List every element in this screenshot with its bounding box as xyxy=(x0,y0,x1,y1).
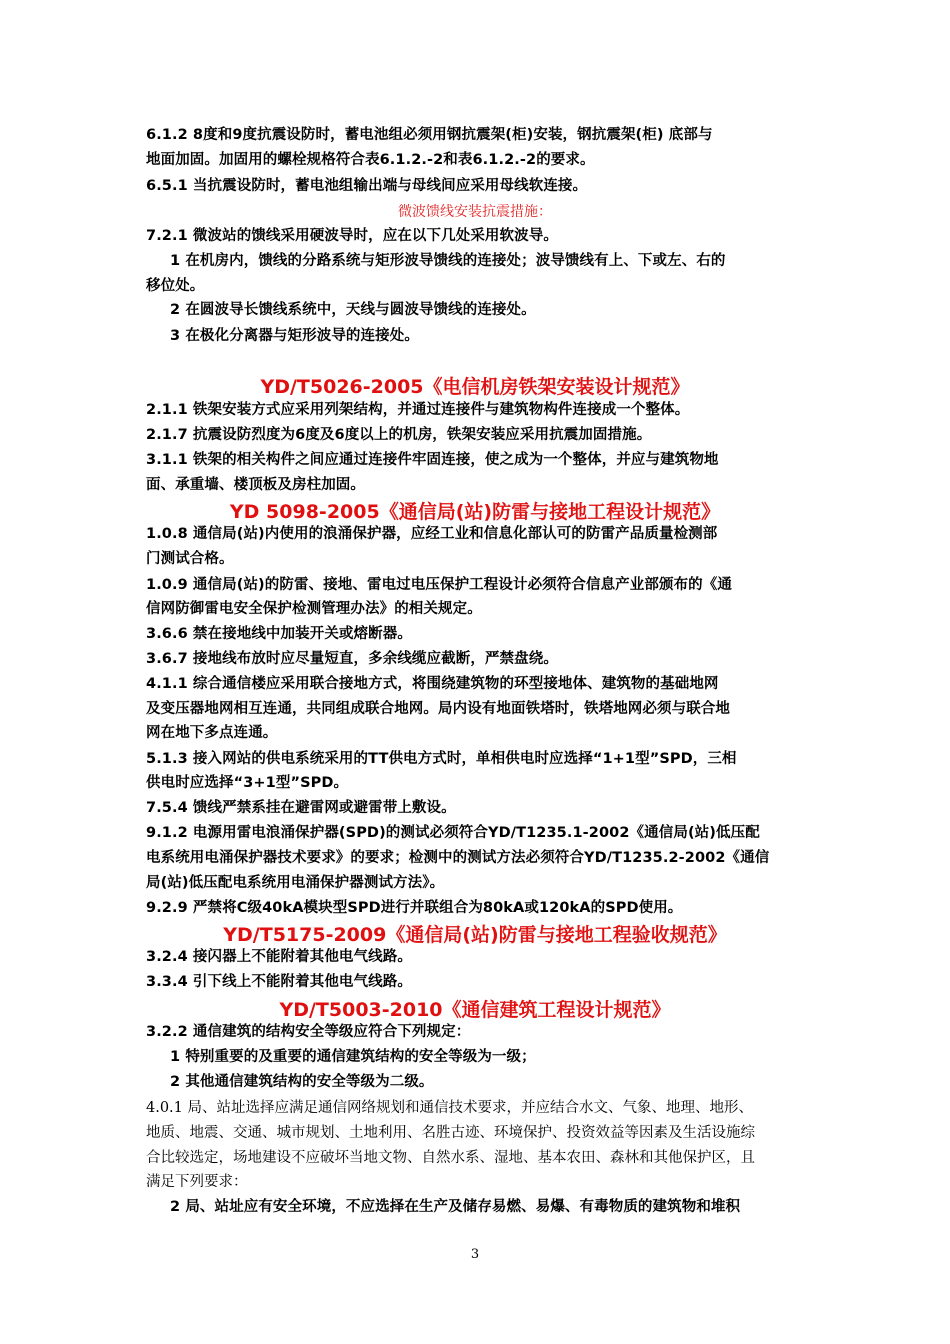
item-2-safety: 2 其他通信建筑结构的安全等级为二级。 xyxy=(170,1074,434,1090)
subheading-microwave: 微波馈线安装抗震措施： xyxy=(398,204,552,220)
clause-9-1-2: 9.1.2 电源用雷电浪涌保护器(SPD)的测试必须符合YD/T1235.1-2002《通信局(站)低压配 xyxy=(146,825,760,841)
clause-1-0-9: 1.0.9 通信局(站)的防雷、接地、雷电过电压保护工程设计必须符合信息产业部颁布的《通 xyxy=(146,577,732,593)
clause-4-0-1-cont1: 地质、地震、交通、城市规划、土地利用、名胜古迹、环境保护、投资效益等因素及生活设施综 xyxy=(146,1125,755,1141)
clause-6-1-2: 6.1.2 8度和9度抗震设防时，蓄电池组必须用钢抗震架(柜)安装，钢抗震架(柜) 底部与 xyxy=(146,127,713,143)
clause-4-1-1-cont2: 网在地下多点连通。 xyxy=(146,725,278,741)
clause-3-3-4: 3.3.4 引下线上不能附着其他电气线路。 xyxy=(146,974,412,990)
clause-4-0-1-cont2: 合比较选定，场地建设不应破坏当地文物、自然水系、湿地、基本农田、森林和其他保护区，且 xyxy=(146,1150,755,1166)
clause-4-1-1: 4.1.1 综合通信楼应采用联合接地方式，将围绕建筑物的环型接地体、建筑物的基础地网 xyxy=(146,676,719,692)
clause-1-0-9-cont: 信网防御雷电安全保护检测管理办法》的相关规定。 xyxy=(146,601,482,617)
clause-3-2-2: 3.2.2 通信建筑的结构安全等级应符合下列规定： xyxy=(146,1024,471,1040)
clause-3-1-1-cont: 面、承重墙、楼顶板及房柱加固。 xyxy=(146,477,365,493)
clause-9-2-9: 9.2.9 严禁将C级40kA模块型SPD进行并联组合为80kA或120kA的SPD使用。 xyxy=(146,900,683,916)
page-number: 3 xyxy=(470,1247,480,1262)
item-2-site: 2 局、站址应有安全环境，不应选择在生产及储存易燃、易爆、有毒物质的建筑物和堆积 xyxy=(170,1199,741,1215)
clause-1-0-8: 1.0.8 通信局(站)内使用的浪涌保护器，应经工业和信息化部认可的防雷产品质量检测部 xyxy=(146,526,718,542)
heading-yd-t5003: YD/T5003-2010《通信建筑工程设计规范》 xyxy=(279,999,671,1021)
heading-yd-t5175: YD/T5175-2009《通信局(站)防雷与接地工程验收规范》 xyxy=(223,924,727,946)
clause-4-0-1: 4.0.1 局、站址选择应满足通信网络规划和通信技术要求，并应结合水文、气象、地理、地形、 xyxy=(146,1100,753,1116)
heading-yd-t5026: YD/T5026-2005《电信机房铁架安装设计规范》 xyxy=(260,376,690,398)
item-1-cont: 移位处。 xyxy=(146,278,205,294)
clause-3-1-1: 3.1.1 铁架的相关构件之间应通过连接件牢固连接，使之成为一个整体，并应与建筑物地 xyxy=(146,452,719,468)
clause-4-0-1-cont3: 满足下列要求： xyxy=(146,1174,248,1190)
clause-9-1-2-cont1: 电系统用电涌保护器技术要求》的要求；检测中的测试方法必须符合YD/T1235.2-2002《通信 xyxy=(146,850,770,866)
clause-3-6-6: 3.6.6 禁在接地线中加装开关或熔断器。 xyxy=(146,626,412,642)
clause-5-1-3: 5.1.3 接入网站的供电系统采用的TT供电方式时，单相供电时应选择“1+1型”SPD，三相 xyxy=(146,751,737,767)
item-1: 1 在机房内，馈线的分路系统与矩形波导馈线的连接处；波导馈线有上、下或左、右的 xyxy=(170,253,726,269)
clause-1-0-8-cont: 门测试合格。 xyxy=(146,551,234,567)
heading-yd-5098: YD 5098-2005《通信局(站)防雷与接地工程设计规范》 xyxy=(229,501,721,523)
item-3: 3 在极化分离器与矩形波导的连接处。 xyxy=(170,328,419,344)
clause-7-2-1: 7.2.1 微波站的馈线采用硬波导时，应在以下几处采用软波导。 xyxy=(146,228,558,244)
clause-2-1-7: 2.1.7 抗震设防烈度为6度及6度以上的机房，铁架安装应采用抗震加固措施。 xyxy=(146,427,652,443)
clause-7-5-4: 7.5.4 馈线严禁系挂在避雷网或避雷带上敷设。 xyxy=(146,800,456,816)
clause-3-6-7: 3.6.7 接地线布放时应尽量短直，多余线缆应截断，严禁盘绕。 xyxy=(146,651,558,667)
clause-5-1-3-cont: 供电时应选择“3+1型”SPD。 xyxy=(146,775,349,791)
clause-6-1-2-cont: 地面加固。加固用的螺栓规格符合表6.1.2.-2和表6.1.2.-2的要求。 xyxy=(146,152,595,168)
item-1-safety: 1 特别重要的及重要的通信建筑结构的安全等级为一级； xyxy=(170,1049,536,1065)
clause-9-1-2-cont2: 局(站)低压配电系统用电涌保护器测试方法》。 xyxy=(146,875,445,891)
clause-6-5-1: 6.5.1 当抗震设防时，蓄电池组输出端与母线间应采用母线软连接。 xyxy=(146,178,588,194)
clause-3-2-4: 3.2.4 接闪器上不能附着其他电气线路。 xyxy=(146,949,412,965)
clause-2-1-1: 2.1.1 铁架安装方式应采用列架结构，并通过连接件与建筑物构件连接成一个整体。 xyxy=(146,402,690,418)
clause-4-1-1-cont1: 及变压器地网相互连通，共同组成联合地网。局内设有地面铁塔时，铁塔地网必须与联合地 xyxy=(146,701,730,717)
item-2: 2 在圆波导长馈线系统中，天线与圆波导馈线的连接处。 xyxy=(170,302,536,318)
